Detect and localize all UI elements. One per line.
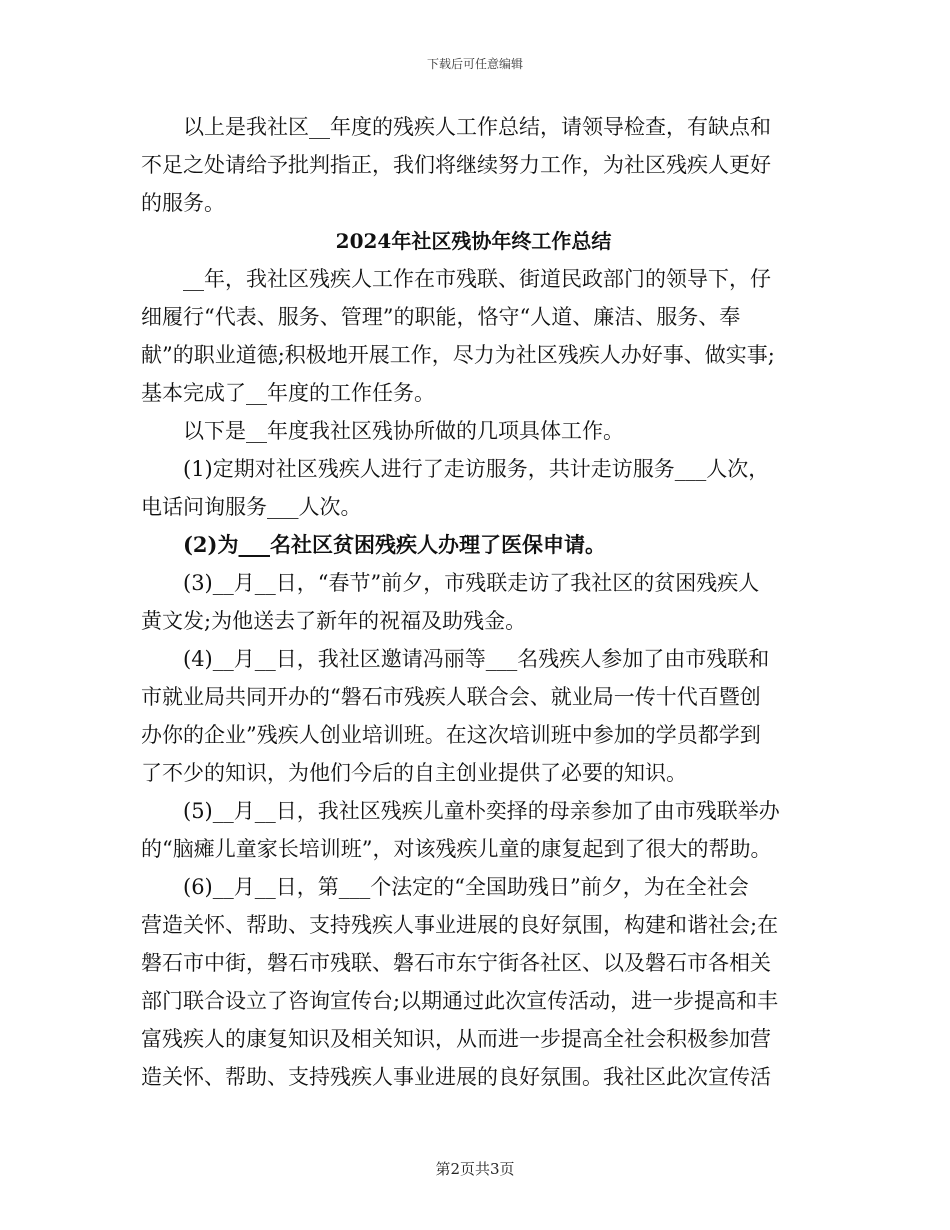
text-line: 富残疾人的康复知识及相关知识，从而进一步提高全社会积极参加营: [141, 1027, 771, 1051]
text-line: 办你的企业”残疾人创业培训班。在这次培训班中参加的学员都学到: [141, 723, 761, 747]
text-line: 以下是__年度我社区残协所做的几项具体工作。: [183, 419, 624, 443]
intro-paragraph: [141, 108, 806, 222]
text-line: 了不少的知识，为他们今后的自主创业提供了必要的知识。: [141, 761, 687, 785]
text-line: (1)定期对社区残疾人进行了走访服务，共计走访服务___人次，: [183, 457, 770, 481]
text-line: (6)__月__日，第___个法定的“全国助残日”前夕，为在全社会: [183, 875, 749, 899]
text-line: 营造关怀、帮助、支持残疾人事业进展的良好氛围，构建和谐社会;在: [141, 913, 779, 937]
document-body: [141, 108, 806, 1096]
list-item-2: [141, 526, 806, 564]
list-item-5: [141, 792, 806, 868]
page-header: 下载后可任意编辑: [426, 57, 523, 71]
paragraph-intro-list: [141, 412, 806, 450]
text-line: 黄文发;为他送去了新年的祝福及助残金。: [141, 609, 527, 633]
text-line: 基本完成了__年度的工作任务。: [141, 381, 435, 405]
text-line: 磐石市中街，磐石市残联、磐石市东宁街各社区、以及磐石市各相关: [141, 951, 771, 975]
text-line: 献”的职业道德;积极地开展工作，尽力为社区残疾人办好事、做实事;: [141, 343, 775, 367]
text-line: 部门联合设立了咨询宣传台;以期通过此次宣传活动，进一步提高和丰: [141, 989, 779, 1013]
text-line: (2)为___名社区贫困残疾人办理了医保申请。: [183, 532, 606, 557]
text-line: 的“脑瘫儿童家长培训班”，对该残疾儿童的康复起到了很大的帮助。: [141, 837, 772, 861]
text-line: 的服务。: [141, 191, 225, 215]
text-line: 电话问询服务___人次。: [141, 495, 362, 519]
text-line: (3)__月__日，“春节”前夕，市残联走访了我社区的贫困残疾人: [183, 571, 760, 595]
list-item-3: [141, 564, 806, 640]
text-line: (4)__月__日，我社区邀请冯丽等___名残疾人参加了由市残联和: [183, 647, 770, 671]
text-line: 造关怀、帮助、支持残疾人事业进展的良好氛围。我社区此次宣传活: [141, 1065, 771, 1089]
page-number: 第2页共3页: [435, 1160, 515, 1178]
text-line: (5)__月__日，我社区残疾儿童朴奕择的母亲参加了由市残联举办: [183, 799, 780, 823]
text-line: 以上是我社区__年度的残疾人工作总结，请领导检查，有缺点和: [183, 115, 771, 139]
list-item-6: [141, 868, 806, 1096]
text-line: 细履行“代表、服务、管理”的职能，恪守“人道、廉洁、服务、奉: [141, 305, 741, 329]
text-line: 不足之处请给予批判指正，我们将继续努力工作，为社区残疾人更好: [141, 153, 771, 177]
paragraph-overview: [141, 260, 806, 412]
text-line: 市就业局共同开办的“磐石市残疾人联合会、就业局一传十代百暨创: [141, 685, 761, 709]
list-item-4: [141, 640, 806, 792]
list-item-1: [141, 450, 806, 526]
section-title: 2024年社区残协年终工作总结: [335, 229, 612, 253]
text-line: __年，我社区残疾人工作在市残联、街道民政部门的领导下，仔: [183, 267, 771, 291]
